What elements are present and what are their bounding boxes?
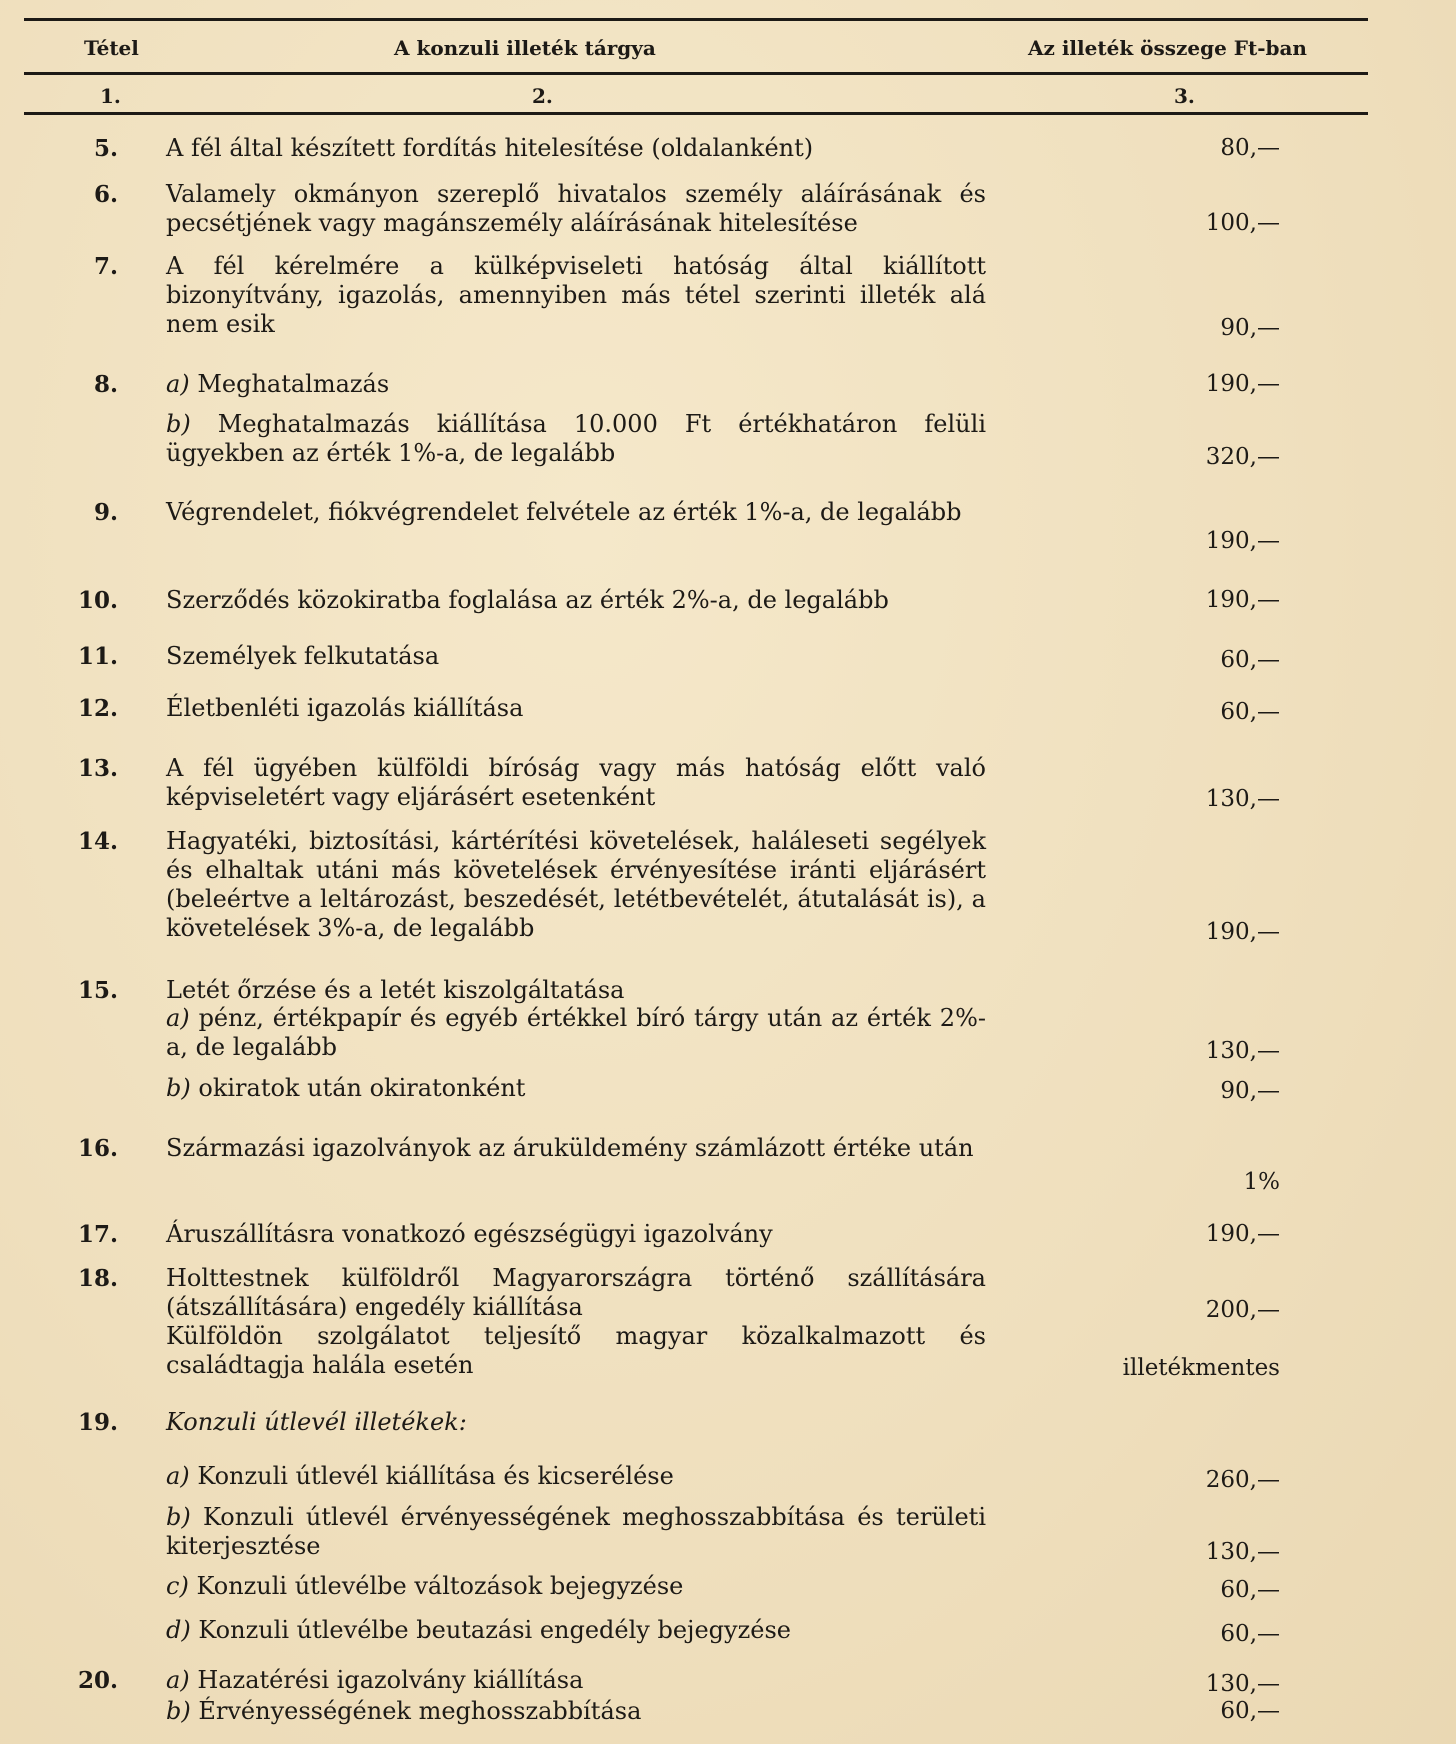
sub-text: pénz, értékpapír és egyéb értékkel bíró tárgy után az érték 2%-a, de legalább: [166, 1004, 986, 1061]
header-num-1: 1.: [100, 84, 121, 108]
item-description: [166, 410, 986, 468]
sub-label: a): [166, 1004, 190, 1032]
item-description: [166, 1697, 986, 1726]
sub-text: Konzuli útlevél kiállítása és kicserélése: [197, 1462, 674, 1490]
item-fee-exempt: illetékmentes: [1122, 1355, 1280, 1381]
sub-text: Meghatalmazás: [197, 370, 390, 398]
item-fee: 320,—: [1205, 444, 1280, 470]
item-number: 18.: [77, 1265, 118, 1292]
item-fee: 80,—: [1220, 135, 1280, 161]
item-description: Szerződés közokiratba foglalása az érték 2%-a, de legalább: [166, 586, 889, 614]
item-description: Végrendelet, fiókvégrendelet felvétele az érték 1%-a, de legalább: [166, 498, 962, 526]
item-number: 12.: [77, 695, 118, 722]
item-description: [166, 1616, 986, 1645]
sub-text: Konzuli útlevélbe beutazási engedély bejegyzése: [198, 1616, 791, 1644]
item-number: 8.: [93, 371, 118, 398]
sub-label: a): [166, 370, 190, 398]
item-description: Származási igazolványok az áruküldemény számlázott értéke után: [166, 1134, 974, 1162]
item-fee: 190,—: [1205, 371, 1280, 397]
item-description: [166, 1004, 986, 1062]
item-number: 19.: [77, 1409, 118, 1436]
item-fee: 100,—: [1205, 210, 1280, 236]
item-fee: 60,—: [1220, 647, 1280, 673]
item-description: Áruszállításra vonatkozó egészségügyi igazolvány: [166, 1220, 773, 1248]
item-fee: 130,—: [1205, 1038, 1280, 1064]
item-number: 20.: [77, 1667, 118, 1694]
item-fee: 190,—: [1205, 587, 1280, 613]
item-number: 15.: [77, 977, 118, 1004]
item-description: A fél ügyében külföldi bíróság vagy más hatóság előtt való képviseletért vagy eljárásért esetenként: [166, 754, 986, 811]
item-fee: 190,—: [1205, 919, 1280, 945]
item-fee: 60,—: [1220, 699, 1280, 725]
item-description: Holttestnek külföldről Magyarországra történő szállítására (átszállítására) engedély kiállítása: [166, 1264, 986, 1321]
sub-label: b): [166, 1697, 191, 1725]
header-bottom-rule: [24, 112, 1368, 115]
sub-text: Meghatalmazás kiállítása 10.000 Ft értékhatáron felüli ügyekben az érték 1%-a, de legalább: [166, 410, 986, 467]
item-fee: 130,—: [1205, 1671, 1280, 1697]
item-number: 17.: [77, 1221, 118, 1248]
sub-text: Érvényességének meghosszabbítása: [198, 1697, 642, 1725]
item-fee: 60,—: [1220, 1577, 1280, 1603]
item-description: Életbenléti igazolás kiállítása: [166, 694, 524, 722]
item-description: [166, 1666, 986, 1695]
item-number: 16.: [77, 1135, 118, 1162]
item-fee: 130,—: [1205, 1539, 1280, 1565]
item-fee: 90,—: [1220, 315, 1280, 341]
item-description: Személyek felkutatása: [166, 642, 440, 670]
item-number: 7.: [93, 253, 118, 280]
item-fee: 190,—: [1205, 1221, 1280, 1247]
item-description: A fél kérelmére a külképviseleti hatóság által kiállított bizonyítvány, igazolás, amennyiben más tétel szerinti illeték alá nem esik: [166, 252, 986, 338]
item-number: 5.: [93, 135, 118, 162]
item-description: [166, 1503, 986, 1561]
header-mid-rule: [24, 72, 1368, 75]
item-number: 10.: [77, 587, 118, 614]
item-fee: 260,—: [1205, 1467, 1280, 1493]
sub-label: b): [166, 1074, 191, 1102]
item-number: 6.: [93, 181, 118, 208]
header-num-2: 2.: [532, 84, 553, 108]
item-fee: 200,—: [1205, 1297, 1280, 1323]
item-number: 13.: [77, 755, 118, 782]
sub-label: b): [166, 410, 191, 438]
sub-text: Hazatérési igazolvány kiállítása: [197, 1666, 584, 1694]
header-num-3: 3.: [1174, 84, 1195, 108]
item-description: [166, 1462, 986, 1491]
item-number: 14.: [77, 828, 118, 855]
sub-text: okiratok után okiratonként: [198, 1074, 526, 1102]
item-description: [166, 1572, 986, 1601]
sub-label: b): [166, 1503, 191, 1531]
header-col-subject: A konzuli illeték tárgya: [394, 36, 656, 60]
header-col-item: Tétel: [84, 36, 139, 60]
sub-text: Konzuli útlevélbe változások bejegyzése: [196, 1572, 684, 1600]
item-fee: 130,—: [1205, 786, 1280, 812]
sub-label: c): [166, 1572, 189, 1600]
item-description: [166, 370, 986, 399]
item-number: 11.: [77, 643, 118, 670]
item-fee: 60,—: [1220, 1621, 1280, 1647]
item-fee: 1%: [1243, 1169, 1280, 1195]
header-col-amount: Az illeték összege Ft-ban: [1028, 36, 1307, 60]
item-fee: 60,—: [1220, 1698, 1280, 1724]
item-description: [166, 1074, 986, 1103]
sub-label: a): [166, 1462, 190, 1490]
item-description: Külföldön szolgálatot teljesítő magyar közalkalmazott és családtagja halála esetén: [166, 1322, 986, 1379]
item-fee: 90,—: [1220, 1078, 1280, 1104]
item-description: Valamely okmányon szereplő hivatalos személy aláírásának és pecsétjének vagy magánszemély aláírásának hitelesítése: [166, 180, 986, 237]
sub-label: d): [166, 1616, 191, 1644]
item-number: 9.: [93, 499, 118, 526]
item-description: Konzuli útlevél illetékek:: [166, 1408, 467, 1436]
sub-text: Konzuli útlevél érvényességének meghosszabbítása és területi kiterjesztése: [166, 1503, 986, 1560]
top-rule: [24, 18, 1368, 21]
item-description: A fél által készített fordítás hitelesítése (oldalanként): [166, 134, 814, 162]
item-description: Hagyatéki, biztosítási, kártérítési követelések, haláleseti segélyek és elhaltak utáni más követelések érvényesítése iránti eljárásért (beleértve a leltározást, beszedését, letétbevételét, átutalását is), a követelések 3%-a, de legalább: [166, 827, 986, 942]
sub-label: a): [166, 1666, 190, 1694]
item-fee: 190,—: [1205, 528, 1280, 554]
item-description: Letét őrzése és a letét kiszolgáltatása: [166, 976, 625, 1004]
